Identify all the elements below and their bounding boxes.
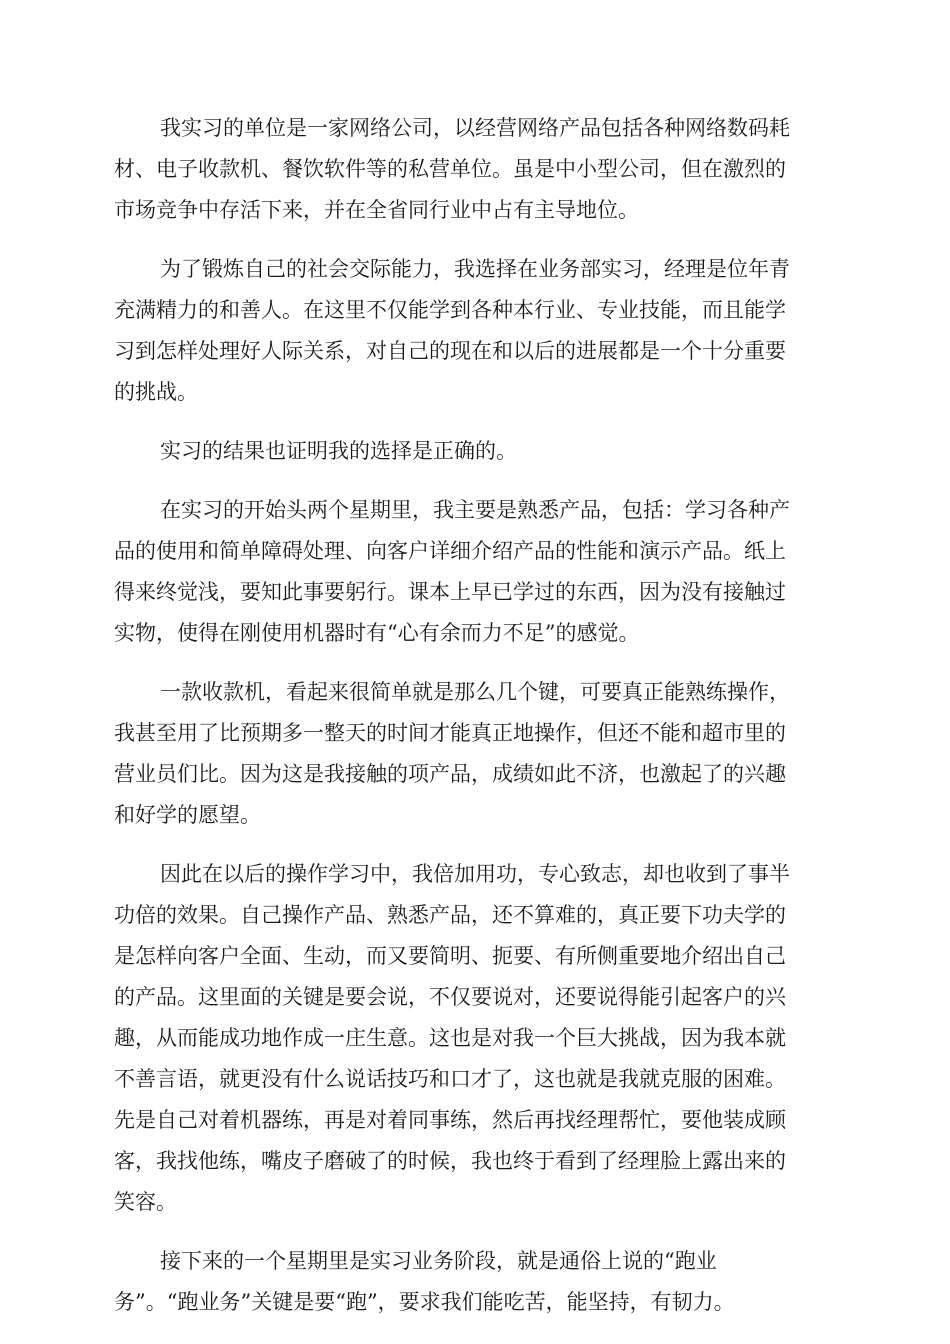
text-line: 因此在以后的操作学习中，我倍加用功，专心致志，却也收到了事半 <box>160 862 790 886</box>
paragraph <box>114 672 834 836</box>
text-line: 务”。“跑业务”关键是要“跑”，要求我们能吃苦，能坚持，有韧力。 <box>114 1290 735 1314</box>
text-line: 材、电子收款机、餐饮软件等的私营单位。虽是中小型公司，但在激烈的 <box>114 157 786 181</box>
text-line: 习到怎样处理好人际关系，对自己的现在和以后的进展都是一个十分重要 <box>114 339 786 363</box>
text-line: 品的使用和简单障碍处理、向客户详细介绍产品的性能和演示产品。纸上 <box>114 539 786 563</box>
text-line: 接下来的一个星期里是实习业务阶段，就是通俗上说的“跑业 <box>160 1249 717 1273</box>
document-body <box>114 108 834 1341</box>
text-line: 充满精力的和善人。在这里不仅能学到各种本行业、专业技能，而且能学 <box>114 298 786 322</box>
text-line: 客，我找他练，嘴皮子磨破了的时候，我也终于看到了经理脸上露出来的 <box>114 1149 786 1173</box>
text-line: 我甚至用了比预期多一整天的时间才能真正地操作，但还不能和超市里的 <box>114 721 786 745</box>
text-line: 我实习的单位是一家网络公司，以经营网络产品包括各种网络数码耗 <box>160 116 790 140</box>
paragraph <box>114 431 834 472</box>
text-line: 为了锻炼自己的社会交际能力，我选择在业务部实习，经理是位年青 <box>160 257 790 281</box>
text-line: 营业员们比。因为这是我接触的项产品，成绩如此不济，也激起了的兴趣 <box>114 762 786 786</box>
text-line: 实物，使得在刚使用机器时有“心有余而力不足”的感觉。 <box>114 621 640 645</box>
text-line: 和好学的愿望。 <box>114 803 261 827</box>
text-line: 的挑战。 <box>114 380 198 404</box>
text-line: 一款收款机，看起来很简单就是那么几个键，可要真正能熟练操作， <box>160 680 790 704</box>
text-line: 趣，从而能成功地作成一庄生意。这也是对我一个巨大挑战，因为我本就 <box>114 1026 786 1050</box>
text-line: 得来终觉浅，要知此事要躬行。课本上早已学过的东西，因为没有接触过 <box>114 580 786 604</box>
text-line: 笑容。 <box>114 1190 177 1214</box>
text-line: 功倍的效果。自己操作产品、熟悉产品，还不算难的，真正要下功夫学的 <box>114 903 786 927</box>
paragraph <box>114 249 834 413</box>
paragraph <box>114 1241 834 1323</box>
paragraph <box>114 490 834 654</box>
paragraph <box>114 108 834 231</box>
text-line: 市场竞争中存活下来，并在全省同行业中占有主导地位。 <box>114 198 639 222</box>
text-line: 是怎样向客户全面、生动，而又要简明、扼要、有所侧重要地介绍出自己 <box>114 944 786 968</box>
text-line: 先是自己对着机器练，再是对着同事练，然后再找经理帮忙，要他装成顾 <box>114 1108 786 1132</box>
text-line: 实习的结果也证明我的选择是正确的。 <box>160 439 517 463</box>
paragraph <box>114 854 834 1223</box>
text-line: 在实习的开始头两个星期里，我主要是熟悉产品，包括：学习各种产 <box>160 498 790 522</box>
text-line: 不善言语，就更没有什么说话技巧和口才了，这也就是我就克服的困难。 <box>114 1067 786 1091</box>
text-line: 的产品。这里面的关键是要会说，不仅要说对，还要说得能引起客户的兴 <box>114 985 786 1009</box>
